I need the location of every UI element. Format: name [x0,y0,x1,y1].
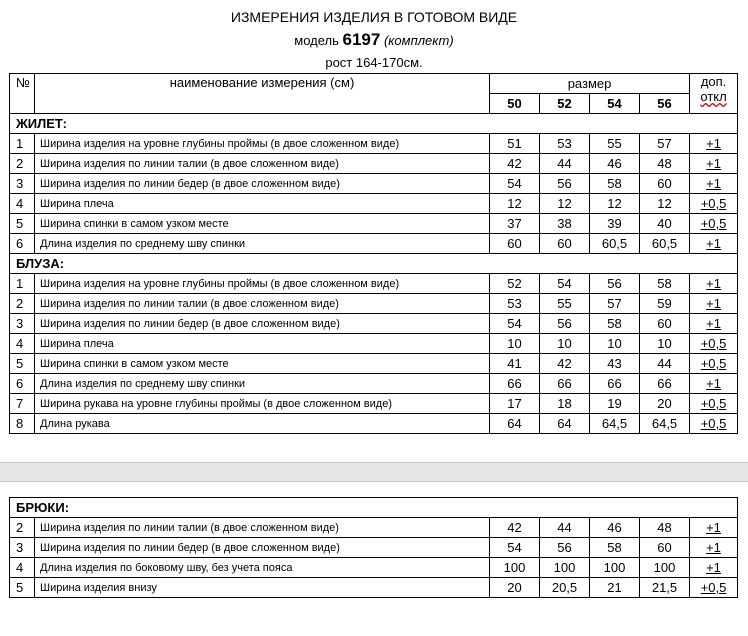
size-value: 10 [540,334,590,354]
section-title: ЖИЛЕТ: [10,114,690,134]
deviation-cell [690,134,738,154]
table-row [10,334,738,354]
size-value: 66 [640,374,690,394]
deviation-cell [690,294,738,314]
size-value: 100 [640,558,690,578]
deviation-value: +1 [706,135,721,151]
table-row [10,394,738,414]
section-header-row [10,254,738,274]
size-value: 54 [490,538,540,558]
size-value: 44 [540,154,590,174]
table-row [10,174,738,194]
deviation-cell [690,154,738,174]
measurement-name: Ширина изделия по линии талии (в двое сложенном виде) [35,518,490,538]
measurement-name: Ширина изделия по линии талии (в двое сложенном виде) [35,294,490,314]
deviation-value: +1 [706,375,721,391]
size-value: 60 [540,234,590,254]
row-number: 4 [10,194,35,214]
deviation-value: +1 [706,519,721,535]
row-number: 7 [10,394,35,414]
size-value: 100 [590,558,640,578]
table-row [10,194,738,214]
size-value: 39 [590,214,640,234]
size-value: 56 [540,314,590,334]
measurement-name: Ширина изделия по линии бедер (в двое сложенном виде) [35,174,490,194]
deviation-cell [690,394,738,414]
size-value: 100 [540,558,590,578]
deviation-value: +0,5 [700,195,727,211]
size-value: 46 [590,154,640,174]
measurement-name: Ширина спинки в самом узком месте [35,214,490,234]
size-value: 19 [590,394,640,414]
size-value: 66 [490,374,540,394]
col-header-size: размер [490,74,690,94]
table-row [10,234,738,254]
size-value: 17 [490,394,540,414]
measurement-name: Длина рукава [35,414,490,434]
height-line: рост 164-170см. [325,55,423,70]
table-row [10,578,738,598]
model-suffix: (комплект) [383,33,454,48]
deviation-value: +0,5 [700,395,727,411]
deviation-cell [690,194,738,214]
table-row [10,538,738,558]
table-row [10,354,738,374]
size-value: 66 [590,374,640,394]
table-row [10,374,738,394]
deviation-value: +0,5 [700,579,727,595]
col-header-deviation [690,74,738,114]
deviation-value: +1 [706,275,721,291]
row-number: 1 [10,134,35,154]
measurement-name: Длина изделия по среднему шву спинки [35,234,490,254]
size-value: 10 [490,334,540,354]
size-value: 58 [640,274,690,294]
size-value: 60 [640,314,690,334]
table-row [10,134,738,154]
size-value: 56 [540,174,590,194]
size-value: 58 [590,314,640,334]
size-value: 55 [590,134,640,154]
otkl-label: откл [700,89,727,104]
deviation-cell [690,578,738,598]
row-number: 2 [10,294,35,314]
deviation-cell [690,334,738,354]
deviation-cell [690,174,738,194]
size-value: 60,5 [590,234,640,254]
deviation-value: +0,5 [700,355,727,371]
size-value: 57 [590,294,640,314]
measurement-name: Ширина рукава на уровне глубины проймы (в двое сложенном виде) [35,394,490,414]
size-value: 21,5 [640,578,690,598]
row-number: 3 [10,174,35,194]
size-value: 59 [640,294,690,314]
measurement-name: Длина изделия по среднему шву спинки [35,374,490,394]
deviation-cell [690,274,738,294]
deviation-value: +0,5 [700,335,727,351]
size-value: 48 [640,518,690,538]
size-value: 42 [490,518,540,538]
size-value: 64,5 [590,414,640,434]
row-number: 6 [10,234,35,254]
size-value: 43 [590,354,640,374]
row-number: 4 [10,334,35,354]
size-value: 53 [540,134,590,154]
table-row [10,214,738,234]
trousers-table [9,497,738,598]
section-header-row [10,498,738,518]
size-value: 58 [590,174,640,194]
size-value: 12 [590,194,640,214]
size-value: 44 [540,518,590,538]
col-header-no: № [10,74,35,114]
size-value: 60 [640,538,690,558]
row-number: 3 [10,538,35,558]
model-line [0,30,748,50]
table-row [10,154,738,174]
deviation-cell [690,314,738,334]
size-value: 38 [540,214,590,234]
size-value: 48 [640,154,690,174]
row-number: 5 [10,214,35,234]
size-value: 60 [640,174,690,194]
deviation-value: +1 [706,315,721,331]
size-value: 56 [540,538,590,558]
size-value: 20 [490,578,540,598]
section-title-filler [690,498,738,518]
size-value: 54 [490,314,540,334]
section-title-filler [690,114,738,134]
table-row [10,518,738,538]
size-54: 54 [590,94,640,114]
size-56: 56 [640,94,690,114]
size-value: 42 [490,154,540,174]
deviation-cell [690,214,738,234]
size-value: 20,5 [540,578,590,598]
size-value: 46 [590,518,640,538]
size-value: 20 [640,394,690,414]
size-value: 41 [490,354,540,374]
size-value: 37 [490,214,540,234]
deviation-value: +1 [706,175,721,191]
size-50: 50 [490,94,540,114]
size-value: 18 [540,394,590,414]
measurement-name: Длина изделия по боковому шву, без учета пояса [35,558,490,578]
col-header-name: наименование измерения (см) [35,74,490,114]
size-value: 10 [640,334,690,354]
deviation-value: +1 [706,559,721,575]
row-number: 2 [10,154,35,174]
measurement-name: Ширина изделия по линии бедер (в двое сложенном виде) [35,538,490,558]
size-value: 54 [490,174,540,194]
deviation-value: +1 [706,235,721,251]
section-header-row [10,114,738,134]
size-value: 12 [640,194,690,214]
deviation-value: +0,5 [700,215,727,231]
size-value: 66 [540,374,590,394]
row-number: 3 [10,314,35,334]
table-row [10,314,738,334]
measurement-name: Ширина плеча [35,334,490,354]
row-number: 1 [10,274,35,294]
measurement-name: Ширина изделия по линии талии (в двое сложенном виде) [35,154,490,174]
measurement-name: Ширина изделия внизу [35,578,490,598]
size-value: 51 [490,134,540,154]
size-value: 42 [540,354,590,374]
row-number: 5 [10,578,35,598]
size-value: 58 [590,538,640,558]
table-header-row [10,74,738,94]
deviation-value: +1 [706,539,721,555]
deviation-cell [690,234,738,254]
size-value: 40 [640,214,690,234]
table-row [10,414,738,434]
row-number: 4 [10,558,35,578]
size-value: 44 [640,354,690,374]
size-value: 100 [490,558,540,578]
deviation-cell [690,558,738,578]
deviation-cell [690,538,738,558]
measurement-name: Ширина плеча [35,194,490,214]
table-row [10,274,738,294]
size-value: 54 [540,274,590,294]
size-value: 55 [540,294,590,314]
size-value: 12 [540,194,590,214]
row-number: 2 [10,518,35,538]
size-value: 52 [490,274,540,294]
size-value: 64 [490,414,540,434]
dop-label: доп. [700,74,727,89]
deviation-cell [690,518,738,538]
size-value: 21 [590,578,640,598]
measurement-name: Ширина изделия на уровне глубины проймы (в двое сложенном виде) [35,274,490,294]
size-value: 57 [640,134,690,154]
row-number: 5 [10,354,35,374]
page-break-gap [0,462,748,482]
size-value: 64 [540,414,590,434]
size-value: 12 [490,194,540,214]
deviation-cell [690,354,738,374]
measurements-table [9,73,738,434]
size-value: 56 [590,274,640,294]
table-row [10,558,738,578]
model-prefix: модель [294,33,339,48]
section-title: БРЮКИ: [10,498,690,518]
deviation-value: +1 [706,155,721,171]
table-row [10,294,738,314]
size-value: 60 [490,234,540,254]
deviation-value: +0,5 [700,415,727,431]
section-title-filler [690,254,738,274]
row-number: 8 [10,414,35,434]
size-value: 10 [590,334,640,354]
measurement-name: Ширина изделия по линии бедер (в двое сложенном виде) [35,314,490,334]
deviation-cell [690,374,738,394]
document-title: ИЗМЕРЕНИЯ ИЗДЕЛИЯ В ГОТОВОМ ВИДЕ [230,9,518,25]
size-value: 64,5 [640,414,690,434]
deviation-value: +1 [706,295,721,311]
row-number: 6 [10,374,35,394]
measurement-name: Ширина изделия на уровне глубины проймы (в двое сложенном виде) [35,134,490,154]
measurement-name: Ширина спинки в самом узком месте [35,354,490,374]
model-number: 6197 [342,30,381,49]
size-52: 52 [540,94,590,114]
deviation-cell [690,414,738,434]
size-value: 53 [490,294,540,314]
section-title: БЛУЗА: [10,254,690,274]
size-value: 60,5 [640,234,690,254]
